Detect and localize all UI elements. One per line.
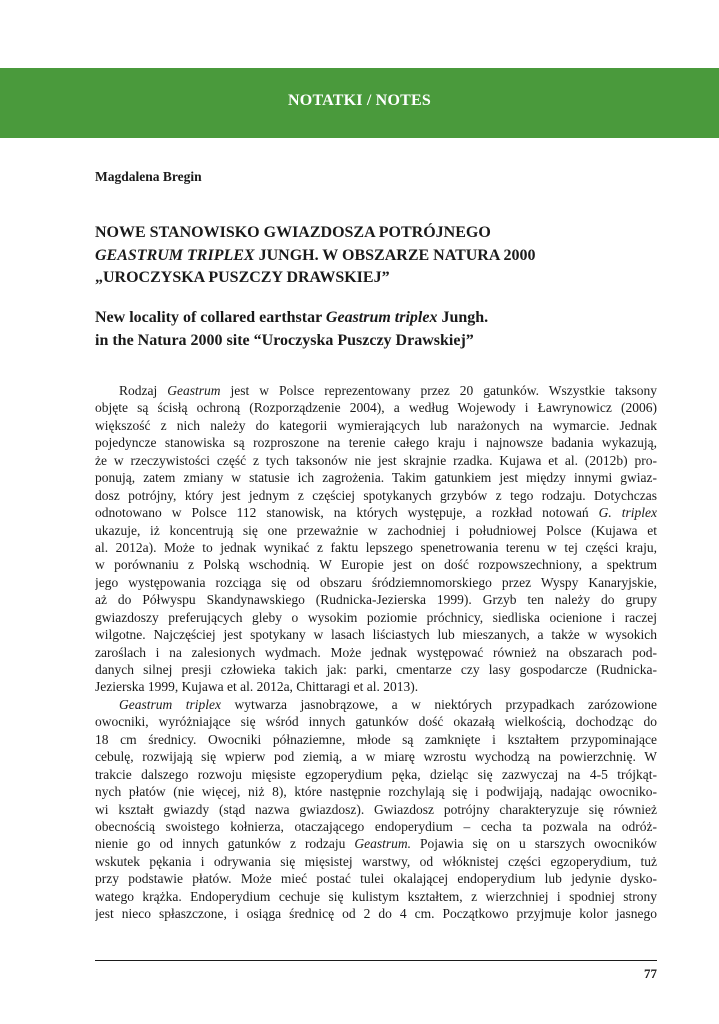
body-line: obecnością swoistego kołnierza, otaczającego endoperydium – cecha ta pozwala na odróż- — [95, 818, 657, 834]
title-pl-line-2-rest: JUNGH. W OBSZARZE NATURA 2000 — [254, 246, 536, 264]
title-pl-line-2 — [95, 245, 665, 268]
body-line: wilgotne. Najczęściej jest spotykany w lasach liściastych lub mieszanych, a także w wysokich — [95, 627, 657, 643]
genus-name: Geastrum — [167, 383, 221, 398]
body-line: jego występowania rozciąga się od obszaru śródziemnomorskiego przez Wyspy Kanaryjskie, — [95, 574, 657, 590]
body-line — [95, 504, 657, 521]
body-line: danych silnej presji człowieka takich jak: parki, cmentarze czy lasy gospodarcze (Rudnicka- — [95, 662, 657, 677]
text-run: nienie go od innych gatunków z rodzaju — [95, 836, 355, 852]
body-line: nych płatów (nie więcej, niż 8), które następnie rozchylają się i podwijają, nadając owocniko- — [95, 784, 657, 800]
body-line: watego krążka. Endoperydium cechuje się kulistym kształtem, z wierzchniej i spodniej strony — [95, 888, 657, 904]
title-en-line-1 — [95, 307, 665, 330]
author-name: Magdalena Bregin — [95, 169, 202, 184]
text-run: jest w Polsce reprezentowany przez 20 gatunków. Wszystkie taksony — [220, 383, 657, 398]
body-line: pojedyncze stanowiska są rozproszone na terenie całego kraju i najnowsze badania wykazują, — [95, 435, 657, 451]
article-title-polish — [95, 222, 665, 290]
body-line: zaroślach i na zalesionych wydmach. Może jednak występować również na obszarach pod- — [95, 644, 657, 660]
body-line: przy podstawie płatów. Może mieć postać tulei okalającej endoperydium lub jedynie dysko- — [95, 871, 657, 887]
body-line: jest nieco spłaszczone, i osiąga średnicę od 2 do 4 cm. Początkowo przyjmuje kolor jasnego — [95, 906, 657, 922]
body-line: aż do Półwyspu Skandynawskiego (Rudnicka-Jezierska 1999). Grzyb ten należy do grupy — [95, 592, 657, 608]
body-line: 18 cm średnicy. Owocniki półnaziemne, młode są zamknięte i kształtem przypominające — [95, 731, 657, 747]
body-line: w porównaniu z Polską wschodnią. W Europie jest on dość rozpowszechniony, a spektrum — [95, 557, 657, 573]
body-line — [95, 835, 657, 852]
text-run: odnotowano w Polsce 112 stanowisk, na których występuje, a rozkład notowań — [95, 505, 599, 521]
text-run: wytwarza jasnobrązowe, a w niektórych przypadkach zarózowione — [221, 696, 657, 712]
text-run: Pojawia się on u starszych owocników — [411, 836, 657, 852]
genus-name: Geastrum. — [354, 836, 412, 852]
title-en-line-1-end: Jungh. — [437, 309, 489, 326]
body-line: wskutek pękania i odrywania się mięsistej warstwy, od włóknistej części egzoperydium, tuż — [95, 853, 657, 869]
section-banner — [0, 68, 719, 138]
body-line: gwiazdoszy preferujących gleby o wysokim poziomie próchnicy, siedliska ocienione i raczej — [95, 609, 657, 625]
body-line — [95, 696, 657, 713]
article-title-english — [95, 307, 665, 352]
title-pl-line-3: „UROCZYSKA PUSZCZY DRAWSKIEJ” — [95, 269, 390, 286]
title-en-line-2: in the Natura 2000 site “Uroczyska Puszczy Drawskiej” — [95, 331, 474, 349]
title-en-line-1-start: New locality of collared earthstar — [95, 309, 326, 326]
page-number: 77 — [644, 966, 657, 981]
section-title: NOTATKI / NOTES — [288, 92, 431, 109]
title-pl-species: GEASTRUM TRIPLEX — [95, 246, 255, 264]
body-line: większość z nich należy do kategorii wymierających lub narażonych na wymarcie. Jednak — [95, 417, 657, 433]
species-name: Geastrum triplex — [119, 696, 221, 712]
body-line: cebulę, rozwijają się wpierw pod ziemią, a w miarę wzrostu wychodzą na powierzchnię. W — [95, 749, 657, 765]
body-line: trakcie dalszego rozwoju mięsiste egzoperydium pęka, dzieląc się zazwyczaj na 4-5 trójkąt- — [95, 766, 657, 782]
body-line: dosz potrójny, który jest jednym z częściej spotykanych grzybów z tego rodzaju. Dotychczas — [95, 487, 657, 503]
species-name: G. triplex — [598, 505, 657, 521]
body-line: że w rzeczywistości część z tych taksonów nie jest skrajnie rzadka. Kujawa et al. (2012b) pro- — [95, 452, 657, 468]
body-line: wi kształt gwiazdy (stąd nazwa gwiazdosz). Gwiazdosz potrójny charakteryzuje się również — [95, 801, 657, 817]
title-pl-line-1: NOWE STANOWISKO GWIAZDOSZA POTRÓJNEGO — [95, 224, 491, 241]
body-line: objęte są ścisłą ochroną (Rozporządzenie 2004), a według Wojewody i Ławrynowicz (2006) — [95, 400, 657, 416]
text-run: Rodzaj — [119, 383, 168, 398]
body-line — [95, 382, 657, 399]
title-en-species: Geastrum triplex — [325, 309, 438, 326]
body-line: ukazuje, iż koncentrują się one przeważnie w zachodniej i południowej Polsce (Kujawa et — [95, 522, 657, 538]
article-body — [95, 382, 657, 923]
body-line: ponują, zatem zmiany w statusie ich zagrożenia. Takim gatunkiem jest między innymi gwiaz- — [95, 470, 657, 486]
body-line: Jezierska 1999, Kujawa et al. 2012a, Chittaragi et al. 2013). — [95, 679, 419, 695]
body-line: al. 2012a). Może to jednak wynikać z faktu lepszego spenetrowania terenu w tej części kraju, — [95, 539, 657, 555]
body-line: owocniki, wyróżniające się wśród innych gatunków dość okazałą wielkością, dochodząc do — [95, 714, 657, 730]
footer-divider — [95, 960, 657, 961]
